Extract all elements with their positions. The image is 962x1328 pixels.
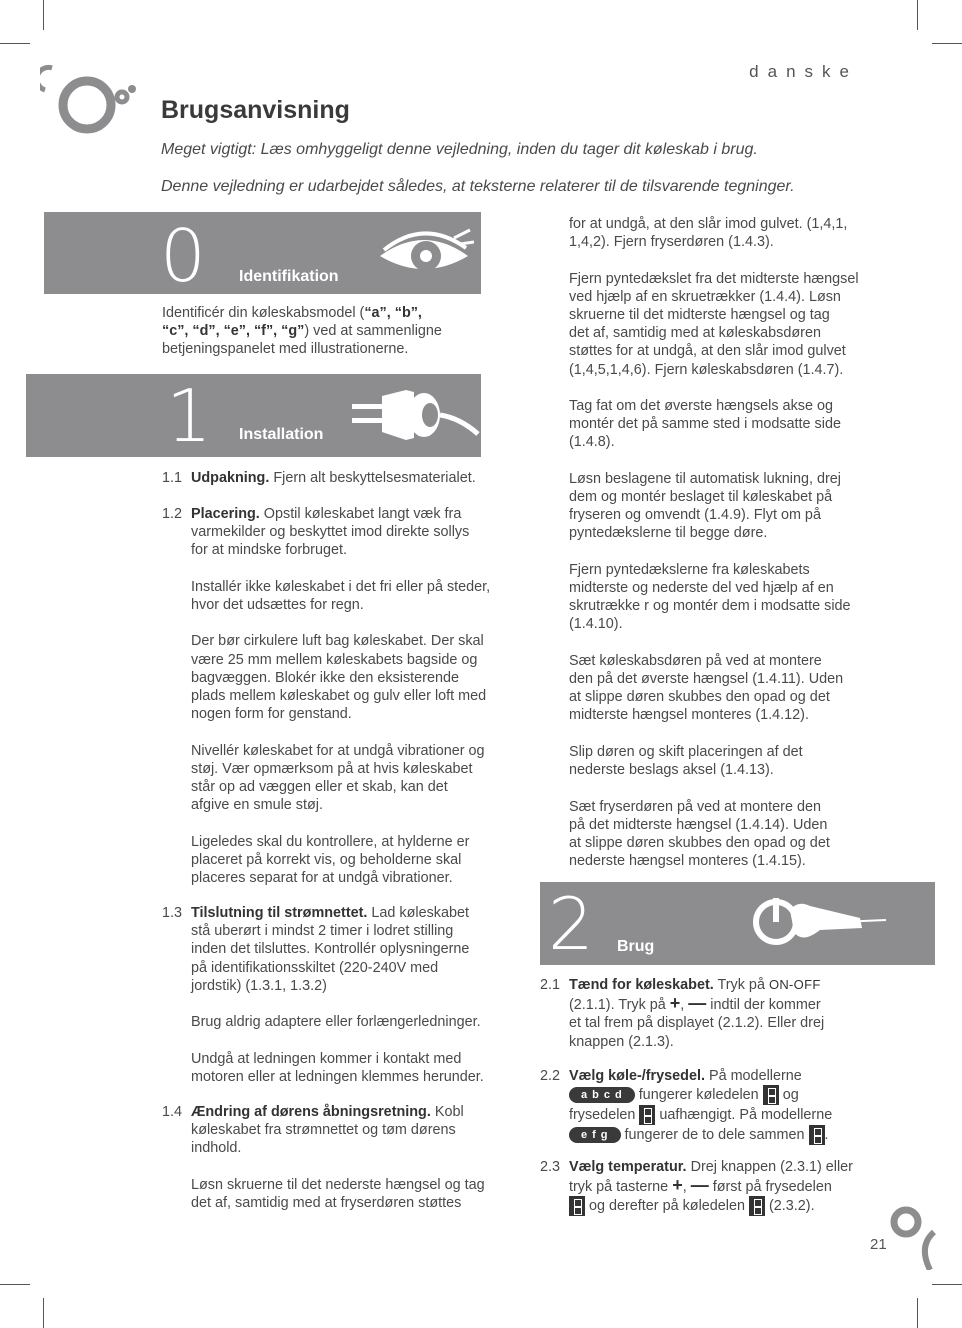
brand-logo-icon xyxy=(40,62,140,142)
plus-key-icon: + xyxy=(672,1175,683,1196)
crop-mark xyxy=(43,1298,44,1328)
crop-mark xyxy=(932,43,962,44)
crop-mark xyxy=(917,1298,918,1328)
fridge-compartment-icon xyxy=(749,1196,765,1216)
combined-compartment-icon xyxy=(809,1125,825,1145)
model-badge-efg: efg xyxy=(569,1127,621,1143)
eye-icon xyxy=(374,220,474,286)
intro-important: Meget vigtigt: Læs omhyggeligt denne vejledning, inden du tager dit køleskab i brug. xyxy=(161,141,758,158)
section-title: Installation xyxy=(239,426,324,443)
identification-text: Identificér din køleskabsmodel (“a”, “b”, “c”, “d”, “e”, “f”, “g”) ved at sammenligne betjeningspanelet med illustrationerne. xyxy=(162,305,442,358)
plug-icon xyxy=(348,382,481,448)
section-0-banner xyxy=(44,212,481,298)
fridge-compartment-icon xyxy=(763,1085,779,1105)
crop-mark xyxy=(43,0,44,30)
section-number: 1 xyxy=(166,374,212,458)
door-reversal-continued: for at undgå, at den slår imod gulvet. (1,4,1, 1,4,2). Fjern fryserdøren (1.4.3). Fjern pyntedækslet fra det midterste hængsel ved hjælp af en skruetrækker (1.4.4). Løsn skruerne til det midterste hængsel og tag det af, samtidig med at køleskabsdøren støttes for at undgå, at den slår imod gulvet (1,4,5,1,4,6). Fjern køleskabsdøren (1.4.7). Tag fat om det øverste hængsels akse og montér det på samme sted i modsatte side (1.4.8). Løsn beslagene til automatisk lukning, drej dem og montér beslaget til køleskabet på fryseren og omvendt (1.4.9). Flyt om på pyntedækslerne til begge døre. Fjern pyntedækslerne fra køleskabets midterste og nederste del ved hjælp af en skrutrække r og montér dem i modsatte side (1.4.10). Sæt køleskabsdøren på ved at montere den på det øverste hængsel (1.4.11). Uden at slippe døren skubbes den opad og det midterste hængsel monteres (1.4.12). Slip døren og skift placeringen af det nederste beslags aksel (1.4.13). Sæt fryserdøren på ved at montere den på det midterste hængsel (1.4.14). Uden at slippe døren skubbes den opad og det nederste hængsel monteres (1.4.15). xyxy=(569,216,859,870)
minus-key-icon: — xyxy=(690,1175,709,1196)
freezer-compartment-icon xyxy=(569,1196,585,1216)
section-2-banner xyxy=(540,882,935,965)
section-title: Identifikation xyxy=(239,268,339,285)
crop-mark xyxy=(917,0,918,30)
page-title: Brugsanvisning xyxy=(161,96,350,124)
crop-mark xyxy=(0,1284,30,1285)
on-off-key: ON-OFF xyxy=(768,977,821,992)
freezer-compartment-icon xyxy=(639,1105,655,1125)
section-number: 2 xyxy=(548,882,594,966)
intro-note: Denne vejledning er udarbejdet således, at teksterne relaterer til de tilsvarende tegninger. xyxy=(161,178,795,195)
section-number: 0 xyxy=(160,214,206,298)
crop-mark xyxy=(0,43,30,44)
section-1-banner xyxy=(26,374,481,457)
section-title: Brug xyxy=(617,938,655,955)
page-number: 21 xyxy=(870,1236,887,1253)
crop-mark xyxy=(932,1284,962,1285)
plus-key-icon: + xyxy=(669,993,681,1014)
model-badge-abcd: abcd xyxy=(569,1087,635,1103)
power-button-icon xyxy=(750,892,890,954)
brand-logo-fragment-icon xyxy=(888,1204,938,1270)
language-label: danske xyxy=(749,62,858,81)
minus-key-icon: — xyxy=(688,993,707,1014)
